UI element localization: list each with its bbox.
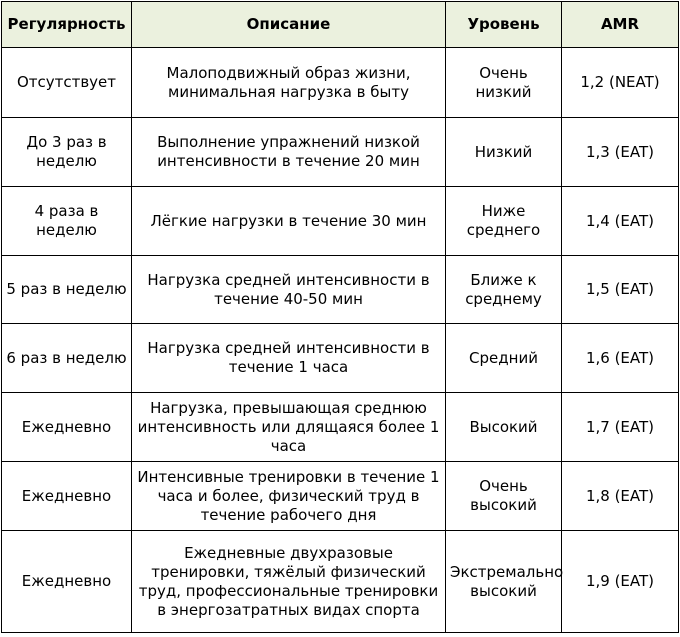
header-regularity: Регулярность (2, 2, 132, 48)
table-body (2, 48, 679, 633)
cell-regularity: Ежедневно (2, 393, 132, 462)
cell-regularity: 4 раза в неделю (2, 187, 132, 256)
cell-regularity: 6 раз в неделю (2, 324, 132, 393)
cell-regularity: Ежедневно (2, 462, 132, 531)
cell-amr: 1,4 (EAT) (562, 187, 679, 256)
table-row (2, 531, 679, 633)
cell-regularity: 5 раз в неделю (2, 256, 132, 324)
table-row (2, 256, 679, 324)
cell-level: Ниже среднего (446, 187, 562, 256)
cell-amr: 1,8 (EAT) (562, 462, 679, 531)
cell-description: Нагрузка, превышающая среднюю интенсивность или длящаяся более 1 часа (132, 393, 446, 462)
cell-description: Малоподвижный образ жизни, минимальная нагрузка в быту (132, 48, 446, 118)
table-row (2, 48, 679, 118)
cell-amr: 1,3 (EAT) (562, 118, 679, 187)
cell-level: Ближе к среднему (446, 256, 562, 324)
cell-level: Средний (446, 324, 562, 393)
header-description: Описание (132, 2, 446, 48)
cell-amr: 1,9 (EAT) (562, 531, 679, 633)
cell-amr: 1,6 (EAT) (562, 324, 679, 393)
header-amr: AMR (562, 2, 679, 48)
header-level: Уровень (446, 2, 562, 48)
cell-level: Очень высокий (446, 462, 562, 531)
cell-level: Очень низкий (446, 48, 562, 118)
cell-description: Лёгкие нагрузки в течение 30 мин (132, 187, 446, 256)
cell-amr: 1,2 (NEAT) (562, 48, 679, 118)
cell-description: Интенсивные тренировки в течение 1 часа и более, физический труд в течение рабочего дня (132, 462, 446, 531)
activity-level-table (1, 1, 679, 633)
table-row (2, 393, 679, 462)
table-row (2, 187, 679, 256)
cell-level: Экстремально высокий (446, 531, 562, 633)
cell-regularity: Ежедневно (2, 531, 132, 633)
cell-regularity: Отсутствует (2, 48, 132, 118)
cell-amr: 1,7 (EAT) (562, 393, 679, 462)
cell-amr: 1,5 (EAT) (562, 256, 679, 324)
cell-description: Ежедневные двухразовые тренировки, тяжёлый физический труд, профессиональные тренировки в энергозатратных видах спорта (132, 531, 446, 633)
table-row (2, 324, 679, 393)
table-row (2, 118, 679, 187)
cell-level: Высокий (446, 393, 562, 462)
cell-description: Нагрузка средней интенсивности в течение 1 часа (132, 324, 446, 393)
header-row (2, 2, 679, 48)
cell-regularity: До 3 раз в неделю (2, 118, 132, 187)
cell-description: Нагрузка средней интенсивности в течение 40-50 мин (132, 256, 446, 324)
table-header (2, 2, 679, 48)
table-row (2, 462, 679, 531)
cell-description: Выполнение упражнений низкой интенсивности в течение 20 мин (132, 118, 446, 187)
cell-level: Низкий (446, 118, 562, 187)
